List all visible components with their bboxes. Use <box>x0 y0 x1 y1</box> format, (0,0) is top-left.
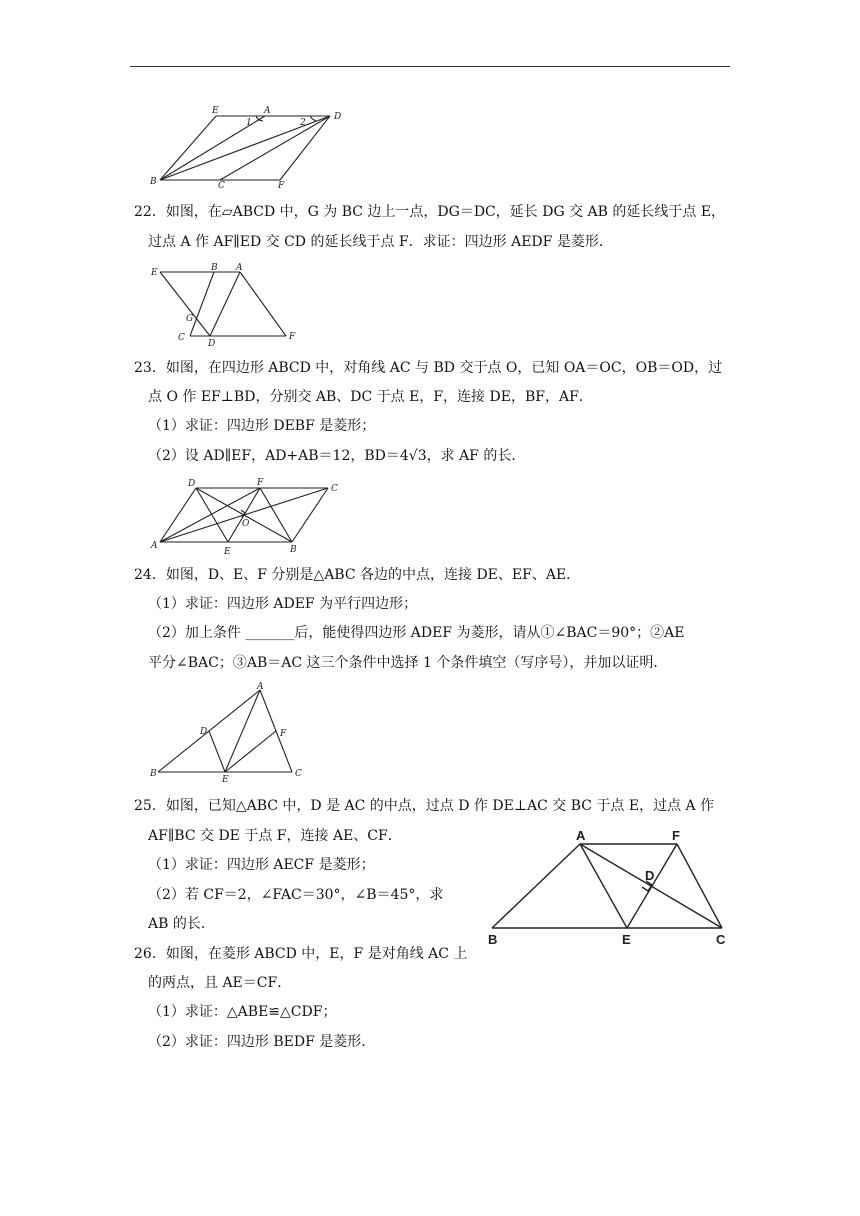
figure-24 <box>148 682 308 785</box>
fig23-label-D: D <box>188 479 196 489</box>
fig21-label-F: F <box>278 181 285 191</box>
fig21-label-C: C <box>218 181 225 191</box>
problem-23-part-1: （1）求证：四边形 DEBF 是菱形； <box>148 418 376 434</box>
fig25-label-F: F <box>672 828 680 843</box>
fig21-label-2: 2 <box>300 118 306 128</box>
problem-26-line-2: 的两点，且 AE＝CF． <box>148 975 292 991</box>
header-rule <box>130 66 730 67</box>
fig21-label-E: E <box>212 106 219 116</box>
fig24-label-E: E <box>222 775 229 785</box>
problem-24-part-1: （1）求证：四边形 ADEF 为平行四边形； <box>148 596 418 612</box>
problem-24-line-4: 平分∠BAC；③AB＝AC 这三个条件中选择 1 个条件填空（写序号），并加以证明． <box>148 655 668 671</box>
fig22-label-E: E <box>151 268 158 278</box>
problem-23-part-2: （2）设 AD∥EF，AD+AB＝12，BD＝4√3，求 AF 的长． <box>148 448 526 464</box>
problem-26-part-2: （2）求证：四边形 BEDF 是菱形． <box>148 1034 376 1050</box>
fig21-label-D: D <box>334 112 342 122</box>
problem-25-line-1: 25．如图，已知△ABC 中，D 是 AC 的中点，过点 D 作 DE⊥AC 交 BC 于点 E，过点 A 作 <box>134 798 715 814</box>
problem-26-part-1: （1）求证：△ABE≌△CDF； <box>148 1004 337 1020</box>
fig21-label-A: A <box>264 106 271 116</box>
fig25-label-C: C <box>716 932 726 947</box>
problem-26-line-1: 26．如图，在菱形 ABCD 中，E，F 是对角线 AC 上 <box>134 946 468 962</box>
fig23-label-F: F <box>257 478 264 488</box>
fig22-label-D: D <box>208 339 216 349</box>
fig24-label-C: C <box>295 769 302 779</box>
problem-22-line-2: 过点 A 作 AF∥ED 交 CD 的延长线于点 F．求证：四边形 AEDF 是菱形． <box>148 234 613 250</box>
problem-22-line-1: 22．如图，在▱ABCD 中，G 为 BC 边上一点，DG＝DC，延长 DG 交 AB 的延长线于点 E， <box>134 204 726 220</box>
fig22-label-F: F <box>289 332 296 342</box>
fig21-label-B: B <box>150 177 157 187</box>
fig22-label-G: G <box>186 314 194 324</box>
fig24-label-D: D <box>200 727 208 737</box>
figure-22 <box>148 262 300 349</box>
fig22-label-C: C <box>178 333 185 343</box>
fig24-label-A: A <box>257 682 264 692</box>
fig23-label-A: A <box>151 541 158 551</box>
fig25-label-B: B <box>488 932 498 947</box>
problem-23-line-2: 点 O 作 EF⊥BD，分别交 AB、DC 于点 E，F，连接 DE，BF，AF． <box>148 389 593 405</box>
fig24-label-B: B <box>150 769 157 779</box>
fig25-label-E: E <box>622 932 631 947</box>
fig22-label-B: B <box>211 263 218 273</box>
problem-25-part-1: （1）求证：四边形 AECF 是菱形； <box>148 857 375 873</box>
problem-25-line-5: AB 的长． <box>148 916 215 932</box>
problem-23-line-1: 23．如图，在四边形 ABCD 中，对角线 AC 与 BD 交于点 O，已知 OA＝OC，OB＝OD，过 <box>134 360 723 376</box>
problem-25-part-2: （2）若 CF＝2，∠FAC＝30°，∠B＝45°，求 <box>148 887 444 903</box>
problem-24-line-1: 24．如图，D、E、F 分别是△ABC 各边的中点，连接 DE、EF、AE． <box>134 567 581 583</box>
figure-25 <box>480 826 730 950</box>
figure-23 <box>148 476 348 558</box>
problem-24-part-2: （2）加上条件 _______后，能使得四边形 ADEF 为菱形，请从①∠BAC＝90°；②AE <box>148 625 685 641</box>
fig21-label-1: 1 <box>246 118 252 128</box>
fig24-label-F: F <box>280 729 287 739</box>
fig22-label-A: A <box>236 263 243 273</box>
problem-25-line-2: AF∥BC 交 DE 于点 F，连接 AE、CF． <box>148 828 402 844</box>
fig23-label-E: E <box>224 547 231 557</box>
fig23-label-O: O <box>242 519 250 529</box>
fig25-label-D: D <box>645 868 655 883</box>
fig23-label-C: C <box>331 484 338 494</box>
fig23-label-B: B <box>290 545 297 555</box>
figure-parallelogram-21 <box>148 104 353 191</box>
fig25-label-A: A <box>576 828 586 843</box>
